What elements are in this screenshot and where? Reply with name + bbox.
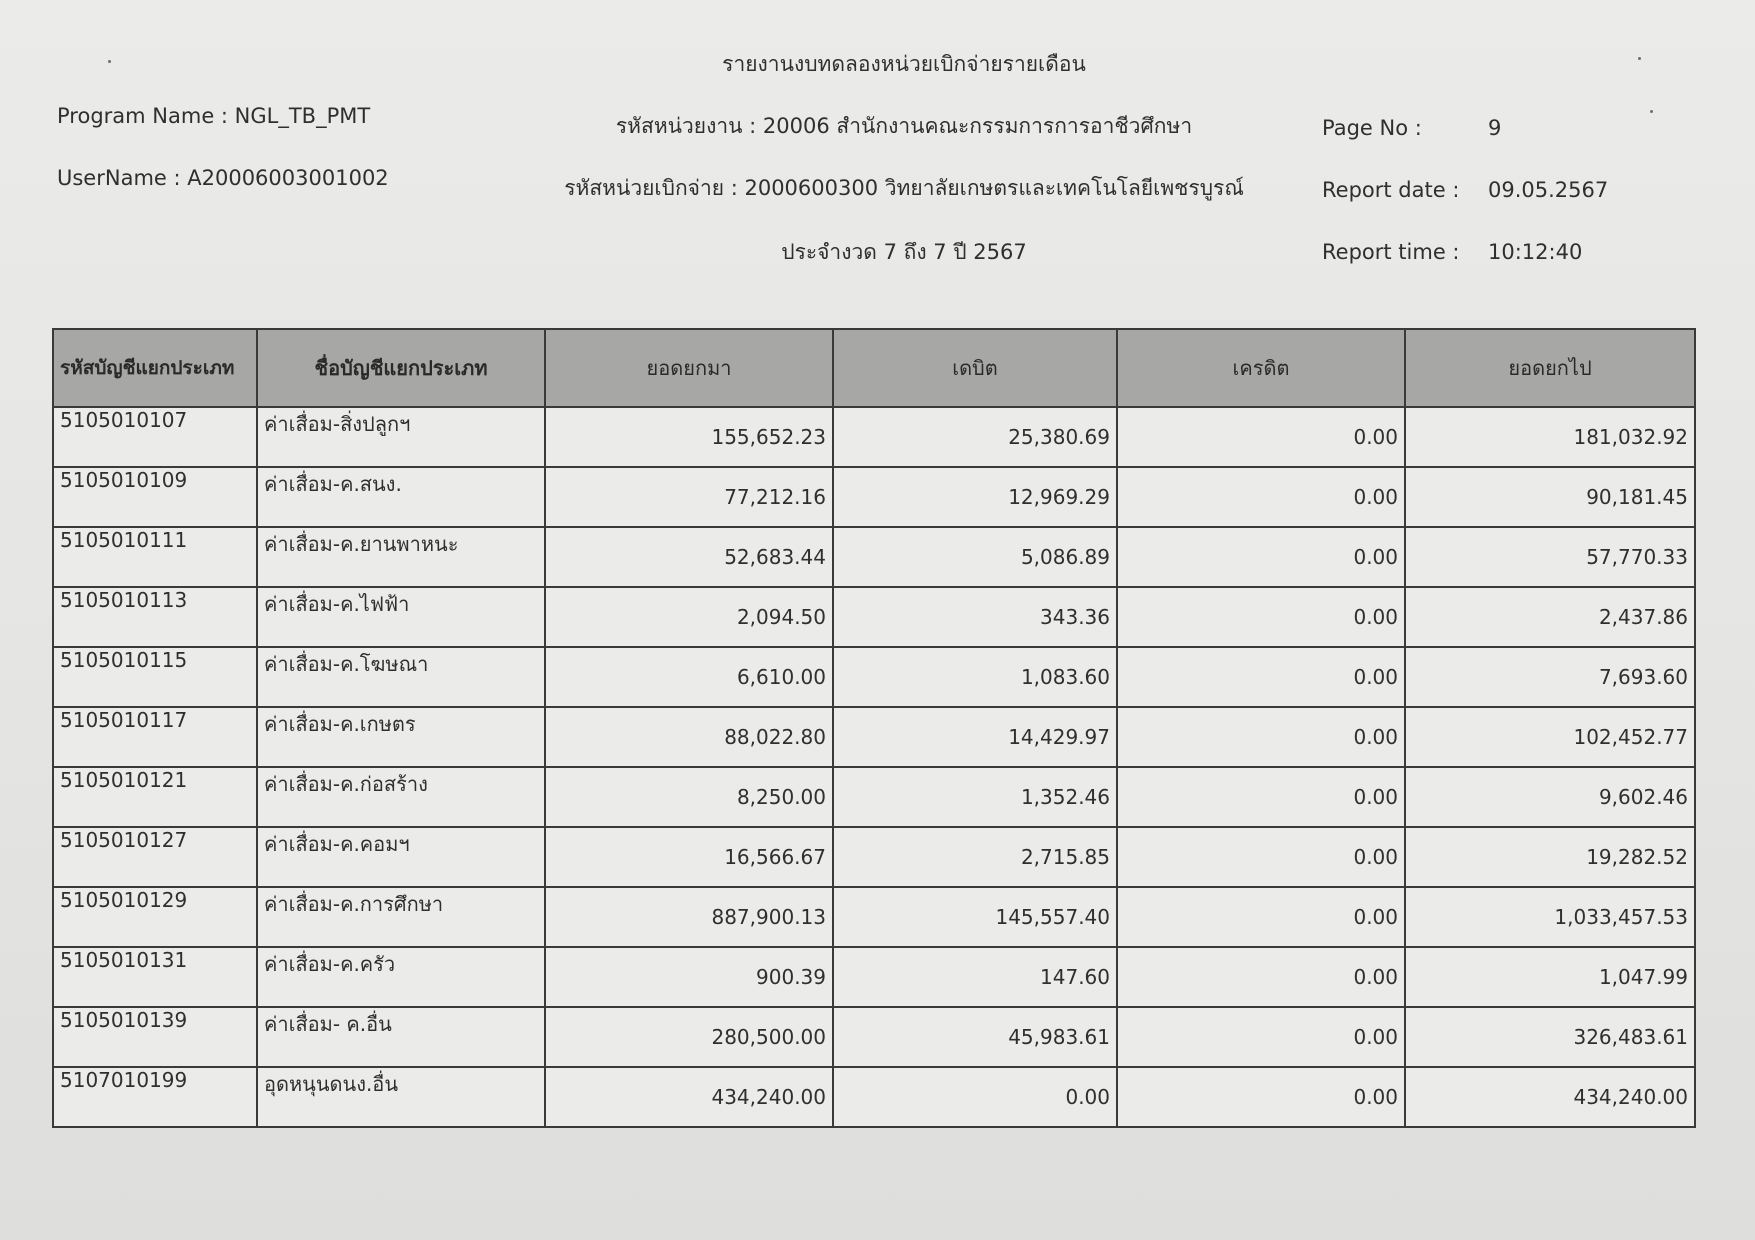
balance-forward: 6,610.00 bbox=[545, 647, 833, 707]
credit: 0.00 bbox=[1117, 527, 1405, 587]
account-name: ค่าเสื่อม-ค.สนง. bbox=[257, 467, 545, 527]
account-code: 5105010121 bbox=[53, 767, 257, 827]
credit: 0.00 bbox=[1117, 587, 1405, 647]
table-row bbox=[53, 587, 1695, 647]
debit: 1,352.46 bbox=[833, 767, 1117, 827]
balance-forward: 887,900.13 bbox=[545, 887, 833, 947]
balance-carried: 326,483.61 bbox=[1405, 1007, 1695, 1067]
debit: 145,557.40 bbox=[833, 887, 1117, 947]
balance-forward: 16,566.67 bbox=[545, 827, 833, 887]
balance-carried: 2,437.86 bbox=[1405, 587, 1695, 647]
table-row bbox=[53, 707, 1695, 767]
header-account-code: รหัสบัญชีแยกประเภท bbox=[53, 329, 257, 407]
speck bbox=[1638, 57, 1641, 60]
balance-carried: 9,602.46 bbox=[1405, 767, 1695, 827]
account-name: ค่าเสื่อม-ค.ก่อสร้าง bbox=[257, 767, 545, 827]
balance-forward: 2,094.50 bbox=[545, 587, 833, 647]
debit: 0.00 bbox=[833, 1067, 1117, 1127]
balance-forward: 155,652.23 bbox=[545, 407, 833, 467]
account-code: 5105010107 bbox=[53, 407, 257, 467]
user-name: UserName : A20006003001002 bbox=[57, 166, 389, 190]
account-name: ค่าเสื่อม- ค.อื่น bbox=[257, 1007, 545, 1067]
account-code: 5107010199 bbox=[53, 1067, 257, 1127]
balance-forward: 900.39 bbox=[545, 947, 833, 1007]
balance-forward: 88,022.80 bbox=[545, 707, 833, 767]
balance-carried: 19,282.52 bbox=[1405, 827, 1695, 887]
debit: 25,380.69 bbox=[833, 407, 1117, 467]
header-credit: เครดิต bbox=[1117, 329, 1405, 407]
balance-carried: 90,181.45 bbox=[1405, 467, 1695, 527]
agency-code: รหัสหน่วยงาน : 20006 สำนักงานคณะกรรมการการอาชีวศึกษา bbox=[615, 114, 1193, 138]
debit: 147.60 bbox=[833, 947, 1117, 1007]
balance-forward: 434,240.00 bbox=[545, 1067, 833, 1127]
table-header-row bbox=[53, 329, 1695, 407]
account-code: 5105010117 bbox=[53, 707, 257, 767]
credit: 0.00 bbox=[1117, 647, 1405, 707]
trial-balance-table bbox=[52, 328, 1696, 1128]
table-row bbox=[53, 527, 1695, 587]
balance-carried: 57,770.33 bbox=[1405, 527, 1695, 587]
account-name: ค่าเสื่อม-ค.เกษตร bbox=[257, 707, 545, 767]
table-row bbox=[53, 887, 1695, 947]
account-code: 5105010129 bbox=[53, 887, 257, 947]
account-code: 5105010139 bbox=[53, 1007, 257, 1067]
credit: 0.00 bbox=[1117, 947, 1405, 1007]
header-balance-carried: ยอดยกไป bbox=[1405, 329, 1695, 407]
report-time-value: 10:12:40 bbox=[1488, 240, 1583, 264]
credit: 0.00 bbox=[1117, 1067, 1405, 1127]
credit: 0.00 bbox=[1117, 767, 1405, 827]
page-no-label: Page No : bbox=[1322, 116, 1422, 140]
balance-carried: 434,240.00 bbox=[1405, 1067, 1695, 1127]
account-name: ค่าเสื่อม-ค.ไฟฟ้า bbox=[257, 587, 545, 647]
credit: 0.00 bbox=[1117, 467, 1405, 527]
account-code: 5105010111 bbox=[53, 527, 257, 587]
account-code: 5105010109 bbox=[53, 467, 257, 527]
account-name: ค่าเสื่อม-ค.ยานพาหนะ bbox=[257, 527, 545, 587]
account-name: อุดหนุนดนง.อื่น bbox=[257, 1067, 545, 1127]
account-name: ค่าเสื่อม-ค.ครัว bbox=[257, 947, 545, 1007]
debit: 1,083.60 bbox=[833, 647, 1117, 707]
account-code: 5105010113 bbox=[53, 587, 257, 647]
table-row bbox=[53, 407, 1695, 467]
debit: 343.36 bbox=[833, 587, 1117, 647]
table-row bbox=[53, 647, 1695, 707]
balance-carried: 1,047.99 bbox=[1405, 947, 1695, 1007]
header-account-name: ชื่อบัญชีแยกประเภท bbox=[257, 329, 545, 407]
table-row bbox=[53, 827, 1695, 887]
balance-forward: 280,500.00 bbox=[545, 1007, 833, 1067]
debit: 5,086.89 bbox=[833, 527, 1117, 587]
report-time-label: Report time : bbox=[1322, 240, 1460, 264]
account-name: ค่าเสื่อม-ค.การศึกษา bbox=[257, 887, 545, 947]
balance-forward: 8,250.00 bbox=[545, 767, 833, 827]
account-code: 5105010115 bbox=[53, 647, 257, 707]
credit: 0.00 bbox=[1117, 407, 1405, 467]
report-period: ประจำงวด 7 ถึง 7 ปี 2567 bbox=[781, 240, 1027, 264]
debit: 45,983.61 bbox=[833, 1007, 1117, 1067]
report-title: รายงานงบทดลองหน่วยเบิกจ่ายรายเดือน bbox=[722, 52, 1086, 76]
header-debit: เดบิต bbox=[833, 329, 1117, 407]
table-row bbox=[53, 1007, 1695, 1067]
table-row bbox=[53, 767, 1695, 827]
table-row bbox=[53, 1067, 1695, 1127]
speck bbox=[108, 60, 111, 63]
balance-carried: 1,033,457.53 bbox=[1405, 887, 1695, 947]
account-name: ค่าเสื่อม-ค.โฆษณา bbox=[257, 647, 545, 707]
program-name: Program Name : NGL_TB_PMT bbox=[57, 104, 371, 128]
table-row bbox=[53, 467, 1695, 527]
debit: 12,969.29 bbox=[833, 467, 1117, 527]
page-no-value: 9 bbox=[1488, 116, 1502, 140]
account-name: ค่าเสื่อม-ค.คอมฯ bbox=[257, 827, 545, 887]
report-date-label: Report date : bbox=[1322, 178, 1460, 202]
disbursing-unit: รหัสหน่วยเบิกจ่าย : 2000600300 วิทยาลัยเกษตรและเทคโนโลยีเพชรบูรณ์ bbox=[564, 176, 1244, 200]
balance-carried: 7,693.60 bbox=[1405, 647, 1695, 707]
balance-carried: 102,452.77 bbox=[1405, 707, 1695, 767]
account-name: ค่าเสื่อม-สิ่งปลูกฯ bbox=[257, 407, 545, 467]
balance-forward: 52,683.44 bbox=[545, 527, 833, 587]
credit: 0.00 bbox=[1117, 887, 1405, 947]
credit: 0.00 bbox=[1117, 1007, 1405, 1067]
balance-carried: 181,032.92 bbox=[1405, 407, 1695, 467]
credit: 0.00 bbox=[1117, 707, 1405, 767]
debit: 2,715.85 bbox=[833, 827, 1117, 887]
account-code: 5105010131 bbox=[53, 947, 257, 1007]
report-date-value: 09.05.2567 bbox=[1488, 178, 1609, 202]
header-balance-forward: ยอดยกมา bbox=[545, 329, 833, 407]
account-code: 5105010127 bbox=[53, 827, 257, 887]
table-row bbox=[53, 947, 1695, 1007]
credit: 0.00 bbox=[1117, 827, 1405, 887]
balance-forward: 77,212.16 bbox=[545, 467, 833, 527]
debit: 14,429.97 bbox=[833, 707, 1117, 767]
speck bbox=[1650, 110, 1653, 113]
